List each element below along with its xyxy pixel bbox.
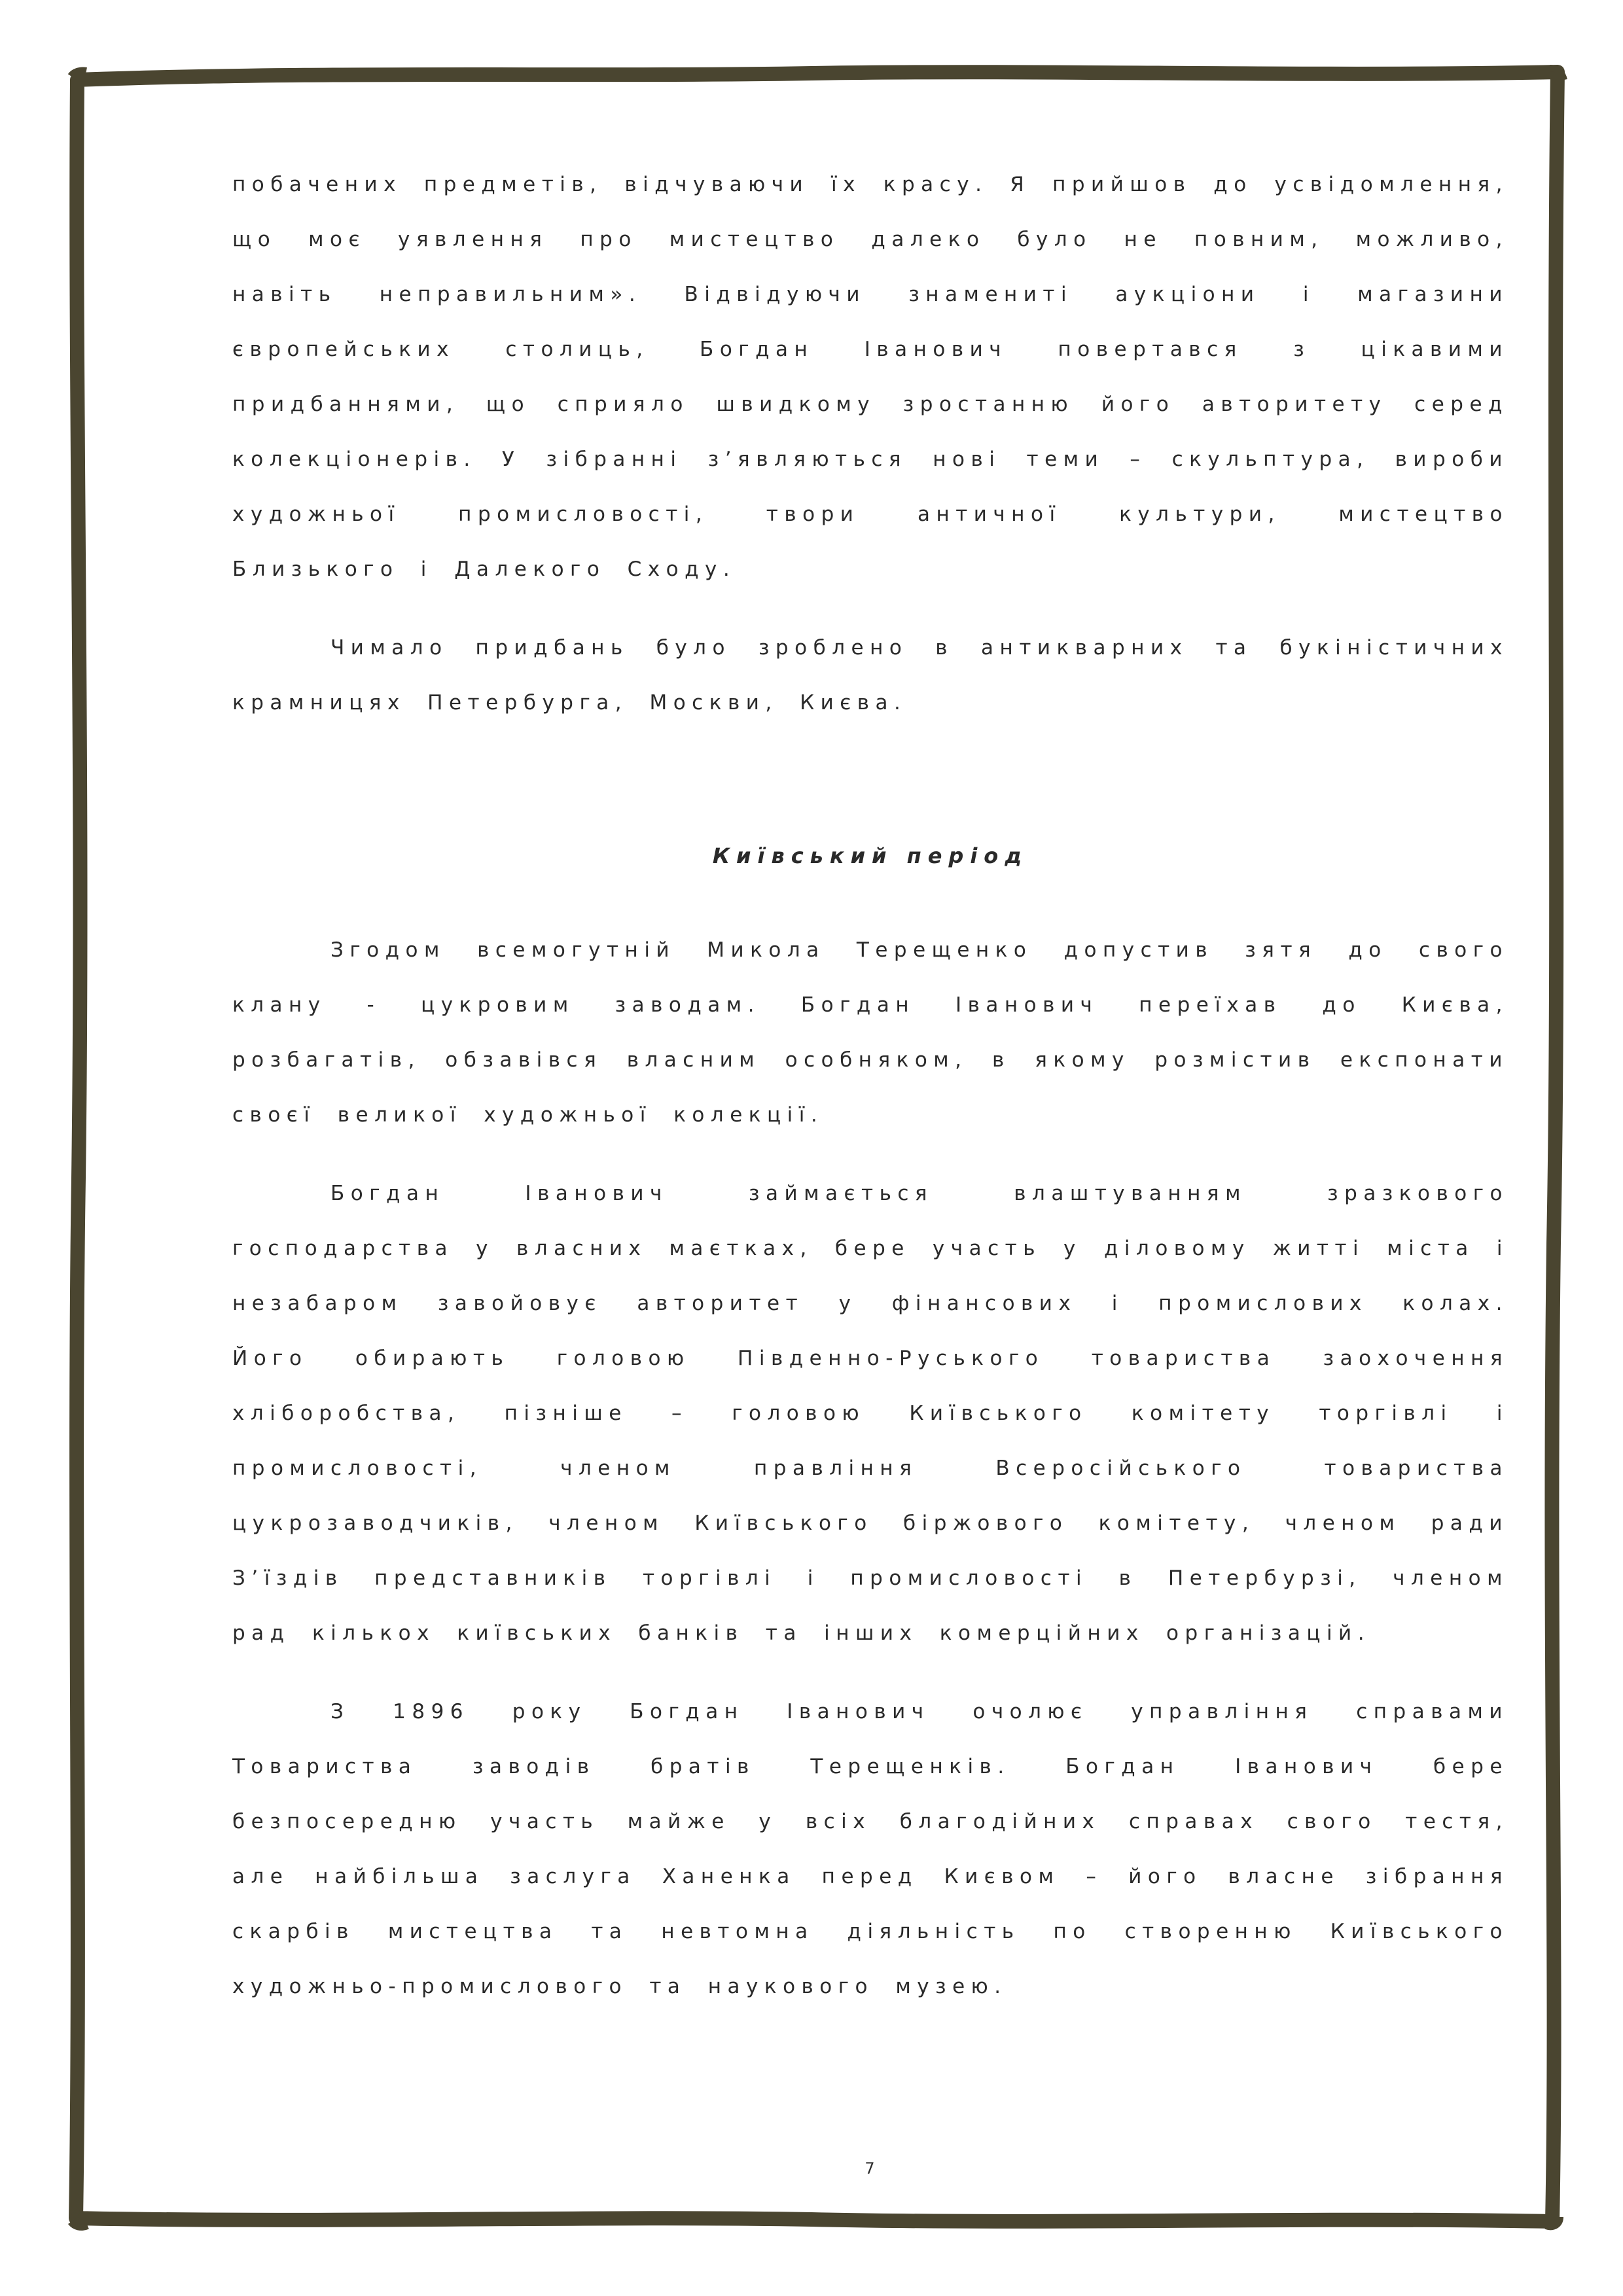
- paragraph-move-to-kyiv: Згодом всемогутній Микола Терещенко допустив зятя до свого клану - цукровим заводам. Богдан Іванович переїхав до Києва, розбагатів, обзавівся власним особняком, в якому розмістив експонати своєї великої художньої колекції.: [232, 938, 1508, 1127]
- paragraph-business-activity: Богдан Іванович займається влаштуванням зразкового господарства у власних маєтках, бере участь у діловому житті міста і незабаром завойовує авторитет у фінансових і промислових колах. Його обирають головою Південно-Руського товариства заохочення хліборобства, пізніше – головою Київського комітету торгівлі і промисловості, членом правління Всеросійського товариства цукрозаводчиків, членом Київського біржового комітету, членом ради З’їздів представників торгівлі і промисловості в Петербурзі, членом рад кількох київських банків та інших комерційних організацій.: [232, 1182, 1508, 1645]
- document-body: [232, 157, 1508, 2014]
- section-heading: Київський період: [712, 843, 1029, 868]
- paragraph-antique-shops: Чимало придбань було зроблено в антикварних та букіністичних крамницях Петербурга, Москви, Києва.: [232, 636, 1508, 715]
- page-number: 7: [865, 2159, 876, 2178]
- paragraph-collection-travels: побачених предметів, відчуваючи їх красу. Я прийшов до усвідомлення, що моє уявлення про мистецтво далеко було не повним, можливо, навіть неправильним». Відвідуючи знамениті аукціони і магазини європейських столиць, Богдан Іванович повертався з цікавими придбаннями, що сприяло швидкому зростанню його авторитету серед колекціонерів. У зібранні з’являються нові теми – скульптура, вироби художньої промисловості, твори античної культури, мистецтво Близького і Далекого Сходу.: [232, 173, 1508, 581]
- paragraph-tereshchenko-society: З 1896 року Богдан Іванович очолює управління справами Товариства заводів братів Терещенків. Богдан Іванович бере безпосередню участь майже у всіх благодійних справах свого тестя, але найбільша заслуга Ханенка перед Києвом – його власне зібрання скарбів мистецтва та невтомна діяльність по створенню Київського художньо-промислового та наукового музею.: [232, 1700, 1508, 1998]
